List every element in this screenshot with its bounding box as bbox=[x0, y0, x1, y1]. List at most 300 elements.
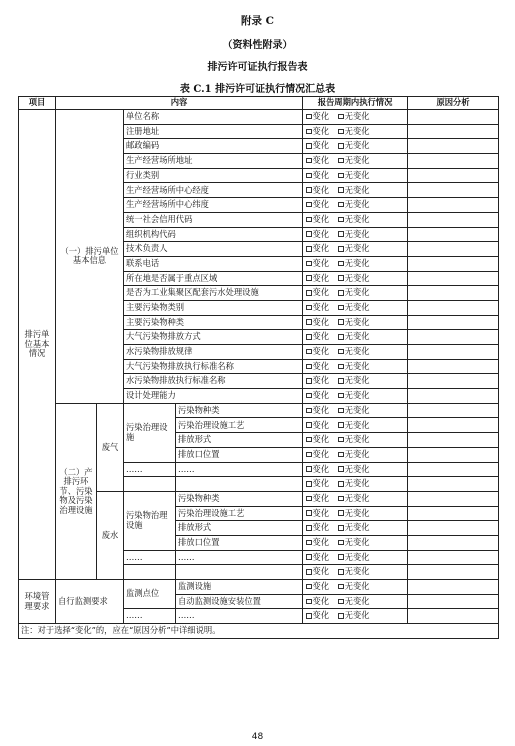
unchanged-option[interactable] bbox=[338, 494, 369, 504]
checkbox-icon[interactable] bbox=[306, 143, 312, 149]
status-cell bbox=[303, 418, 408, 433]
changed-option[interactable] bbox=[306, 582, 329, 592]
reason-cell[interactable] bbox=[408, 462, 499, 477]
checkbox-icon[interactable] bbox=[306, 129, 312, 135]
reason-cell[interactable] bbox=[408, 286, 499, 301]
checkbox-icon[interactable] bbox=[306, 349, 312, 355]
reason-cell[interactable] bbox=[408, 389, 499, 404]
table-row bbox=[19, 580, 499, 595]
changed-option[interactable] bbox=[306, 538, 329, 548]
unchanged-option[interactable] bbox=[338, 288, 369, 298]
changed-option[interactable] bbox=[306, 362, 329, 372]
unchanged-option[interactable] bbox=[338, 435, 369, 445]
reason-cell[interactable] bbox=[408, 300, 499, 315]
unchanged-option[interactable] bbox=[338, 200, 369, 210]
reason-cell[interactable] bbox=[408, 154, 499, 169]
unchanged-option-label: 无变化 bbox=[344, 581, 370, 592]
unchanged-option[interactable] bbox=[338, 171, 369, 181]
reason-cell[interactable] bbox=[408, 521, 499, 536]
unchanged-option[interactable] bbox=[338, 332, 369, 342]
content-label: 技术负责人 bbox=[124, 242, 303, 257]
changed-option-label: 变化 bbox=[312, 537, 330, 548]
changed-option-label: 变化 bbox=[312, 243, 330, 254]
status-cell bbox=[303, 447, 408, 462]
status-cell bbox=[303, 580, 408, 595]
changed-option-label: 变化 bbox=[312, 595, 330, 606]
checkbox-icon[interactable] bbox=[338, 187, 344, 193]
reason-cell[interactable] bbox=[408, 550, 499, 565]
status-cell bbox=[303, 433, 408, 448]
content-label: 污染物种类 bbox=[176, 403, 303, 418]
reason-cell[interactable] bbox=[408, 418, 499, 433]
checkbox-icon[interactable] bbox=[306, 114, 312, 120]
status-cell bbox=[303, 110, 408, 125]
checkbox-icon[interactable] bbox=[306, 599, 312, 605]
changed-option[interactable] bbox=[306, 376, 329, 386]
changed-option[interactable] bbox=[306, 318, 329, 328]
checkbox-icon[interactable] bbox=[306, 231, 312, 237]
checkbox-icon[interactable] bbox=[338, 319, 344, 325]
status-cell bbox=[303, 506, 408, 521]
reason-cell[interactable] bbox=[408, 315, 499, 330]
changed-option-label: 变化 bbox=[312, 404, 330, 415]
reason-cell[interactable] bbox=[408, 212, 499, 227]
checkbox-icon[interactable] bbox=[306, 452, 312, 458]
unchanged-option-label: 无变化 bbox=[344, 213, 370, 224]
unchanged-option-label: 无变化 bbox=[344, 302, 370, 313]
checkbox-icon[interactable] bbox=[306, 584, 312, 590]
unchanged-option[interactable] bbox=[338, 582, 369, 592]
checkbox-icon[interactable] bbox=[338, 246, 344, 252]
reason-cell[interactable] bbox=[408, 256, 499, 271]
checkbox-icon[interactable] bbox=[306, 158, 312, 164]
checkbox-icon[interactable] bbox=[306, 334, 312, 340]
reason-cell[interactable] bbox=[408, 124, 499, 139]
changed-option[interactable] bbox=[306, 391, 329, 401]
reason-cell[interactable] bbox=[408, 198, 499, 213]
status-cell bbox=[303, 550, 408, 565]
status-cell bbox=[303, 212, 408, 227]
unchanged-option[interactable] bbox=[338, 347, 369, 357]
changed-option-label: 变化 bbox=[312, 302, 330, 313]
status-cell bbox=[303, 139, 408, 154]
changed-option-label: 变化 bbox=[312, 463, 330, 474]
unchanged-option-label: 无变化 bbox=[344, 419, 370, 430]
changed-option-label: 变化 bbox=[312, 213, 330, 224]
changed-option[interactable] bbox=[306, 421, 329, 431]
checkbox-icon[interactable] bbox=[338, 554, 344, 560]
unchanged-option[interactable] bbox=[338, 391, 369, 401]
status-cell bbox=[303, 242, 408, 257]
changed-option[interactable] bbox=[306, 494, 329, 504]
unchanged-option[interactable] bbox=[338, 523, 369, 533]
header-item: 项目 bbox=[19, 97, 56, 110]
unchanged-option-label: 无变化 bbox=[344, 566, 370, 577]
content-label: 排放口位置 bbox=[176, 447, 303, 462]
checkbox-icon[interactable] bbox=[338, 481, 344, 487]
unchanged-option[interactable] bbox=[338, 538, 369, 548]
reason-cell[interactable] bbox=[408, 594, 499, 609]
changed-option[interactable] bbox=[306, 200, 329, 210]
content-label: 生产经营场所中心经度 bbox=[124, 183, 303, 198]
changed-option[interactable] bbox=[306, 567, 329, 577]
checkbox-icon[interactable] bbox=[306, 408, 312, 414]
checkbox-icon[interactable] bbox=[338, 202, 344, 208]
checkbox-icon[interactable] bbox=[338, 305, 344, 311]
changed-option-label: 变化 bbox=[312, 272, 330, 283]
checkbox-icon[interactable] bbox=[338, 525, 344, 531]
changed-option-label: 变化 bbox=[312, 287, 330, 298]
waste-water-label: 废水 bbox=[97, 491, 124, 579]
unchanged-option-label: 无变化 bbox=[344, 155, 370, 166]
unchanged-option-label: 无变化 bbox=[344, 360, 370, 371]
changed-option[interactable] bbox=[306, 288, 329, 298]
checkbox-icon[interactable] bbox=[306, 393, 312, 399]
changed-option-label: 变化 bbox=[312, 610, 330, 621]
checkbox-icon[interactable] bbox=[306, 481, 312, 487]
unchanged-option-label: 无变化 bbox=[344, 243, 370, 254]
unchanged-option[interactable] bbox=[338, 318, 369, 328]
unchanged-option[interactable] bbox=[338, 186, 369, 196]
changed-option[interactable] bbox=[306, 127, 329, 137]
checkbox-icon[interactable] bbox=[338, 158, 344, 164]
reason-cell[interactable] bbox=[408, 271, 499, 286]
checkbox-icon[interactable] bbox=[306, 554, 312, 560]
reason-cell[interactable] bbox=[408, 227, 499, 242]
checkbox-icon[interactable] bbox=[338, 261, 344, 267]
status-cell bbox=[303, 594, 408, 609]
changed-option[interactable] bbox=[306, 553, 329, 563]
content-label: 所在地是否属于重点区域 bbox=[124, 271, 303, 286]
table-row bbox=[19, 403, 499, 418]
unchanged-option[interactable] bbox=[338, 421, 369, 431]
checkbox-icon[interactable] bbox=[306, 275, 312, 281]
reason-cell[interactable] bbox=[408, 447, 499, 462]
checkbox-icon[interactable] bbox=[306, 540, 312, 546]
changed-option[interactable] bbox=[306, 406, 329, 416]
changed-option-label: 变化 bbox=[312, 419, 330, 430]
unchanged-option[interactable] bbox=[338, 553, 369, 563]
changed-option[interactable] bbox=[306, 274, 329, 284]
changed-option[interactable] bbox=[306, 230, 329, 240]
changed-option[interactable] bbox=[306, 465, 329, 475]
unchanged-option-label: 无变化 bbox=[344, 287, 370, 298]
unchanged-option[interactable] bbox=[338, 509, 369, 519]
unchanged-option-label: 无变化 bbox=[344, 316, 370, 327]
reason-cell[interactable] bbox=[408, 168, 499, 183]
checkbox-icon[interactable] bbox=[338, 217, 344, 223]
unchanged-option[interactable] bbox=[338, 141, 369, 151]
checkbox-icon[interactable] bbox=[306, 261, 312, 267]
changed-option[interactable] bbox=[306, 215, 329, 225]
unchanged-option-label: 无变化 bbox=[344, 331, 370, 342]
content-label: 排放形式 bbox=[176, 433, 303, 448]
checkbox-icon[interactable] bbox=[306, 510, 312, 516]
content-label: 污染治理设施工艺 bbox=[176, 418, 303, 433]
status-cell bbox=[303, 227, 408, 242]
unchanged-option[interactable] bbox=[338, 274, 369, 284]
changed-option-label: 变化 bbox=[312, 199, 330, 210]
status-cell bbox=[303, 154, 408, 169]
ellipsis: …… bbox=[124, 609, 176, 624]
checkbox-icon[interactable] bbox=[306, 496, 312, 502]
checkbox-icon[interactable] bbox=[306, 173, 312, 179]
section-pollution-links: （二）产排污环节、污染物及污染治理设施 bbox=[56, 403, 97, 579]
header-content: 内容 bbox=[56, 97, 303, 110]
table-body bbox=[19, 97, 499, 639]
checkbox-icon[interactable] bbox=[338, 408, 344, 414]
status-cell bbox=[303, 300, 408, 315]
changed-option-label: 变化 bbox=[312, 522, 330, 533]
unchanged-option[interactable] bbox=[338, 479, 369, 489]
checkbox-icon[interactable] bbox=[338, 613, 344, 619]
content-label: 主要污染物种类 bbox=[124, 315, 303, 330]
unchanged-option[interactable] bbox=[338, 215, 369, 225]
changed-option[interactable] bbox=[306, 611, 329, 621]
changed-option[interactable] bbox=[306, 303, 329, 313]
changed-option-label: 变化 bbox=[312, 111, 330, 122]
status-cell bbox=[303, 403, 408, 418]
checkbox-icon[interactable] bbox=[338, 422, 344, 428]
checkbox-icon[interactable] bbox=[306, 202, 312, 208]
unchanged-option[interactable] bbox=[338, 127, 369, 137]
checkbox-icon[interactable] bbox=[306, 569, 312, 575]
checkbox-icon[interactable] bbox=[338, 290, 344, 296]
checkbox-icon[interactable] bbox=[306, 217, 312, 223]
report-title: 排污许可证执行报告表 bbox=[207, 62, 308, 73]
checkbox-icon[interactable] bbox=[306, 305, 312, 311]
unchanged-option-label: 无变化 bbox=[344, 448, 370, 459]
unchanged-option-label: 无变化 bbox=[344, 434, 370, 445]
status-cell bbox=[303, 330, 408, 345]
checkbox-icon[interactable] bbox=[306, 437, 312, 443]
changed-option-label: 变化 bbox=[312, 390, 330, 401]
unchanged-option-label: 无变化 bbox=[344, 537, 370, 548]
unchanged-option-label: 无变化 bbox=[344, 140, 370, 151]
checkbox-icon[interactable] bbox=[338, 143, 344, 149]
unchanged-option[interactable] bbox=[338, 406, 369, 416]
header-reason: 原因分析 bbox=[408, 97, 499, 110]
status-cell bbox=[303, 389, 408, 404]
content-label: 排放形式 bbox=[176, 521, 303, 536]
checkbox-icon[interactable] bbox=[338, 364, 344, 370]
checkbox-icon[interactable] bbox=[306, 378, 312, 384]
unchanged-option-label: 无变化 bbox=[344, 228, 370, 239]
checkbox-icon[interactable] bbox=[338, 173, 344, 179]
status-cell bbox=[303, 491, 408, 506]
changed-option-label: 变化 bbox=[312, 184, 330, 195]
unchanged-option[interactable] bbox=[338, 362, 369, 372]
status-cell bbox=[303, 535, 408, 550]
changed-option-label: 变化 bbox=[312, 551, 330, 562]
table-caption: 表 C.1 排污许可证执行情况汇总表 bbox=[179, 84, 336, 95]
unchanged-option[interactable] bbox=[338, 611, 369, 621]
content-label: 排放口位置 bbox=[176, 535, 303, 550]
checkbox-icon[interactable] bbox=[338, 584, 344, 590]
unchanged-option[interactable] bbox=[338, 230, 369, 240]
checkbox-icon[interactable] bbox=[306, 613, 312, 619]
ellipsis: …… bbox=[124, 550, 176, 565]
checkbox-icon[interactable] bbox=[306, 246, 312, 252]
content-label: 注册地址 bbox=[124, 124, 303, 139]
reason-cell[interactable] bbox=[408, 491, 499, 506]
reason-cell[interactable] bbox=[408, 330, 499, 345]
changed-option-label: 变化 bbox=[312, 375, 330, 386]
changed-option-label: 变化 bbox=[312, 507, 330, 518]
changed-option[interactable] bbox=[306, 186, 329, 196]
ellipsis bbox=[124, 477, 176, 492]
unchanged-option[interactable] bbox=[338, 376, 369, 386]
reason-cell[interactable] bbox=[408, 433, 499, 448]
changed-option[interactable] bbox=[306, 156, 329, 166]
appendix-title: 附录 C bbox=[240, 15, 274, 27]
unchanged-option[interactable] bbox=[338, 112, 369, 122]
reason-cell[interactable] bbox=[408, 139, 499, 154]
checkbox-icon[interactable] bbox=[338, 540, 344, 546]
checkbox-icon[interactable] bbox=[306, 364, 312, 370]
checkbox-icon[interactable] bbox=[338, 393, 344, 399]
changed-option[interactable] bbox=[306, 347, 329, 357]
reason-cell[interactable] bbox=[408, 506, 499, 521]
content-label: 联系电话 bbox=[124, 256, 303, 271]
content-label: 自动监测设施安装位置 bbox=[176, 594, 303, 609]
status-cell bbox=[303, 345, 408, 360]
unchanged-option[interactable] bbox=[338, 597, 369, 607]
changed-option-label: 变化 bbox=[312, 360, 330, 371]
checkbox-icon[interactable] bbox=[338, 510, 344, 516]
unchanged-option-label: 无变化 bbox=[344, 272, 370, 283]
changed-option-label: 变化 bbox=[312, 346, 330, 357]
unchanged-option-label: 无变化 bbox=[344, 610, 370, 621]
checkbox-icon[interactable] bbox=[338, 437, 344, 443]
unchanged-option-label: 无变化 bbox=[344, 169, 370, 180]
checkbox-icon[interactable] bbox=[338, 599, 344, 605]
checkbox-icon[interactable] bbox=[338, 452, 344, 458]
unchanged-option[interactable] bbox=[338, 244, 369, 254]
unchanged-option-label: 无变化 bbox=[344, 184, 370, 195]
status-cell bbox=[303, 286, 408, 301]
status-cell bbox=[303, 124, 408, 139]
unchanged-option[interactable] bbox=[338, 303, 369, 313]
reason-cell[interactable] bbox=[408, 374, 499, 389]
changed-option[interactable] bbox=[306, 450, 329, 460]
checkbox-icon[interactable] bbox=[338, 231, 344, 237]
checkbox-icon[interactable] bbox=[338, 334, 344, 340]
changed-option-label: 变化 bbox=[312, 478, 330, 489]
changed-option[interactable] bbox=[306, 171, 329, 181]
unchanged-option-label: 无变化 bbox=[344, 478, 370, 489]
reason-cell[interactable] bbox=[408, 345, 499, 360]
ellipsis bbox=[176, 477, 303, 492]
waste-water-facility-label: 污染物治理设施 bbox=[124, 491, 176, 550]
changed-option-label: 变化 bbox=[312, 155, 330, 166]
content-label: 设计处理能力 bbox=[124, 389, 303, 404]
unchanged-option-label: 无变化 bbox=[344, 551, 370, 562]
changed-option[interactable] bbox=[306, 259, 329, 269]
header-row bbox=[19, 97, 499, 110]
content-label: 污染物种类 bbox=[176, 491, 303, 506]
waste-gas-label: 废气 bbox=[97, 403, 124, 491]
unchanged-option-label: 无变化 bbox=[344, 111, 370, 122]
changed-option[interactable] bbox=[306, 141, 329, 151]
status-cell bbox=[303, 609, 408, 624]
checkbox-icon[interactable] bbox=[306, 290, 312, 296]
checkbox-icon[interactable] bbox=[306, 319, 312, 325]
changed-option[interactable] bbox=[306, 597, 329, 607]
ellipsis: …… bbox=[124, 462, 176, 477]
reason-cell[interactable] bbox=[408, 477, 499, 492]
changed-option[interactable] bbox=[306, 509, 329, 519]
unchanged-option[interactable] bbox=[338, 567, 369, 577]
status-cell bbox=[303, 521, 408, 536]
checkbox-icon[interactable] bbox=[306, 466, 312, 472]
appendix-subtitle: （资料性附录） bbox=[222, 40, 293, 51]
checkbox-icon[interactable] bbox=[338, 496, 344, 502]
unchanged-option-label: 无变化 bbox=[344, 257, 370, 268]
unchanged-option[interactable] bbox=[338, 259, 369, 269]
reason-cell[interactable] bbox=[408, 609, 499, 624]
content-label: 水污染物排放执行标准名称 bbox=[124, 374, 303, 389]
checkbox-icon[interactable] bbox=[338, 569, 344, 575]
reason-cell[interactable] bbox=[408, 565, 499, 580]
checkbox-icon[interactable] bbox=[338, 129, 344, 135]
status-cell bbox=[303, 198, 408, 213]
reason-cell[interactable] bbox=[408, 359, 499, 374]
changed-option[interactable] bbox=[306, 523, 329, 533]
checkbox-icon[interactable] bbox=[306, 525, 312, 531]
changed-option[interactable] bbox=[306, 244, 329, 254]
checkbox-icon[interactable] bbox=[338, 378, 344, 384]
status-cell bbox=[303, 256, 408, 271]
changed-option-label: 变化 bbox=[312, 581, 330, 592]
unchanged-option-label: 无变化 bbox=[344, 404, 370, 415]
checkbox-icon[interactable] bbox=[306, 187, 312, 193]
ellipsis: …… bbox=[176, 609, 303, 624]
unchanged-option-label: 无变化 bbox=[344, 507, 370, 518]
status-cell bbox=[303, 183, 408, 198]
changed-option-label: 变化 bbox=[312, 125, 330, 136]
changed-option[interactable] bbox=[306, 435, 329, 445]
changed-option[interactable] bbox=[306, 332, 329, 342]
checkbox-icon[interactable] bbox=[338, 275, 344, 281]
changed-option[interactable] bbox=[306, 479, 329, 489]
checkbox-icon[interactable] bbox=[338, 349, 344, 355]
content-label: 行业类别 bbox=[124, 168, 303, 183]
header-status: 报告周期内执行情况 bbox=[303, 97, 408, 110]
changed-option-label: 变化 bbox=[312, 257, 330, 268]
content-label: 单位名称 bbox=[124, 110, 303, 125]
checkbox-icon[interactable] bbox=[338, 466, 344, 472]
unchanged-option[interactable] bbox=[338, 450, 369, 460]
changed-option[interactable] bbox=[306, 112, 329, 122]
checkbox-icon[interactable] bbox=[338, 114, 344, 120]
item-label-basic-info: 排污单位基本情况 bbox=[19, 110, 56, 580]
reason-cell[interactable] bbox=[408, 242, 499, 257]
unchanged-option-label: 无变化 bbox=[344, 463, 370, 474]
reason-cell[interactable] bbox=[408, 183, 499, 198]
reason-cell[interactable] bbox=[408, 110, 499, 125]
changed-option-label: 变化 bbox=[312, 492, 330, 503]
reason-cell[interactable] bbox=[408, 403, 499, 418]
checkbox-icon[interactable] bbox=[306, 422, 312, 428]
reason-cell[interactable] bbox=[408, 535, 499, 550]
ellipsis: …… bbox=[176, 462, 303, 477]
unchanged-option[interactable] bbox=[338, 465, 369, 475]
content-label: 主要污染物类别 bbox=[124, 300, 303, 315]
unchanged-option[interactable] bbox=[338, 156, 369, 166]
reason-cell[interactable] bbox=[408, 580, 499, 595]
changed-option-label: 变化 bbox=[312, 331, 330, 342]
